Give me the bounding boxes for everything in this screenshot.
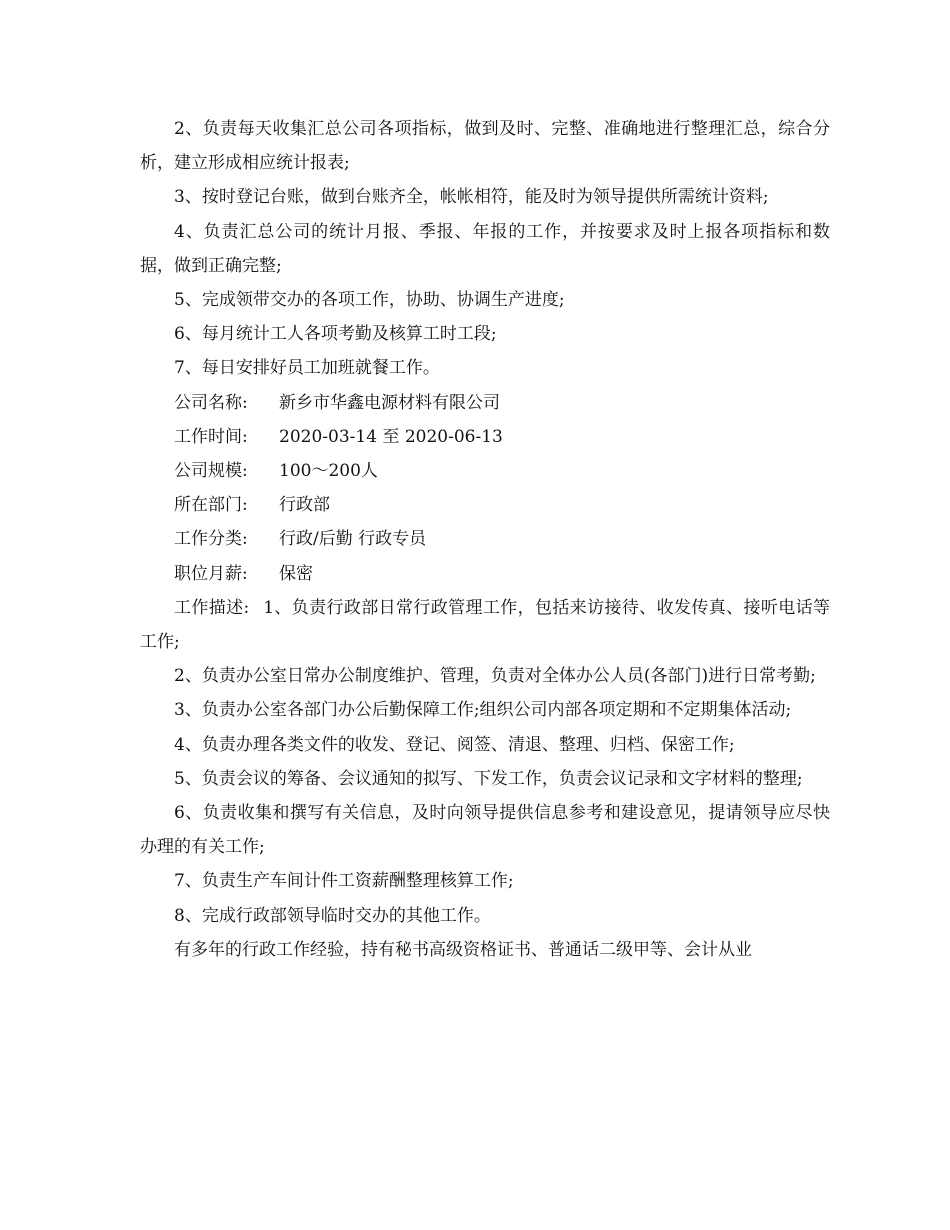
field-value: 100～200人 <box>279 461 378 482</box>
duty-paragraph: 7、负责生产车间计件工资薪酬整理核算工作; <box>174 871 514 892</box>
field-label: 职位月薪: <box>174 563 248 584</box>
duty-paragraph: 5、负责会议的筹备、会议通知的拟写、下发工作，负责会议记录和文字材料的整理; <box>174 768 803 789</box>
duty-paragraph: 2、负责每天收集汇总公司各项指标，做到及时、完整、准确地进行整理汇总，综合分析，建立形成相应统计报表; <box>140 119 830 174</box>
duty-paragraph: 4、负责汇总公司的统计月报、季报、年报的工作，并按要求及时上报各项指标和数据，做到正确完整; <box>140 221 830 276</box>
job-description-paragraph <box>140 591 830 659</box>
company-scale-row <box>140 454 830 488</box>
field-value: 2020-03-14 至 2020-06-13 <box>279 426 503 447</box>
field-value: 行政部 <box>279 495 330 516</box>
department-row <box>140 488 830 522</box>
field-label: 公司名称: <box>174 392 248 413</box>
summary-paragraph: 有多年的行政工作经验，持有秘书高级资格证书、普通话二级甲等、会计从业 <box>174 939 752 960</box>
field-value: 保密 <box>279 563 313 584</box>
field-value: 行政/后勤 行政专员 <box>279 529 427 550</box>
duty-paragraph: 8、完成行政部领导临时交办的其他工作。 <box>174 905 491 926</box>
work-time-row <box>140 420 830 454</box>
duty-paragraph: 3、负责办公室各部门办公后勤保障工作;组织公司内部各项定期和不定期集体活动; <box>174 700 792 721</box>
field-label: 所在部门: <box>174 495 248 516</box>
duty-paragraph: 7、每日安排好员工加班就餐工作。 <box>174 358 440 379</box>
field-value: 1、负责行政部日常行政管理工作，包括来访接待、收发传真、接听电话等工作; <box>140 597 830 653</box>
duty-paragraph: 6、每月统计工人各项考勤及核算工时工段; <box>174 324 497 345</box>
field-label: 工作时间: <box>174 426 248 447</box>
job-category-row <box>140 522 830 556</box>
duty-paragraph: 4、负责办理各类文件的收发、登记、阅签、清退、整理、归档、保密工作; <box>174 734 735 755</box>
duty-paragraph: 3、按时登记台账，做到台账齐全，帐帐相符，能及时为领导提供所需统计资料; <box>174 187 769 208</box>
field-label: 公司规模: <box>174 461 248 482</box>
duty-paragraph: 2、负责办公室日常办公制度维护、管理，负责对全体办公人员(各部门)进行日常考勤; <box>174 666 816 687</box>
company-name-row <box>140 386 830 420</box>
field-label: 工作描述: <box>174 597 250 618</box>
salary-row <box>140 557 830 591</box>
field-label: 工作分类: <box>174 529 248 550</box>
document-page <box>140 112 830 967</box>
duty-paragraph: 6、负责收集和撰写有关信息，及时向领导提供信息参考和建设意见，提请领导应尽快办理的有关工作; <box>140 803 830 858</box>
duty-paragraph: 5、完成领带交办的各项工作，协助、协调生产进度; <box>174 290 565 311</box>
field-value: 新乡市华鑫电源材料有限公司 <box>279 392 500 413</box>
